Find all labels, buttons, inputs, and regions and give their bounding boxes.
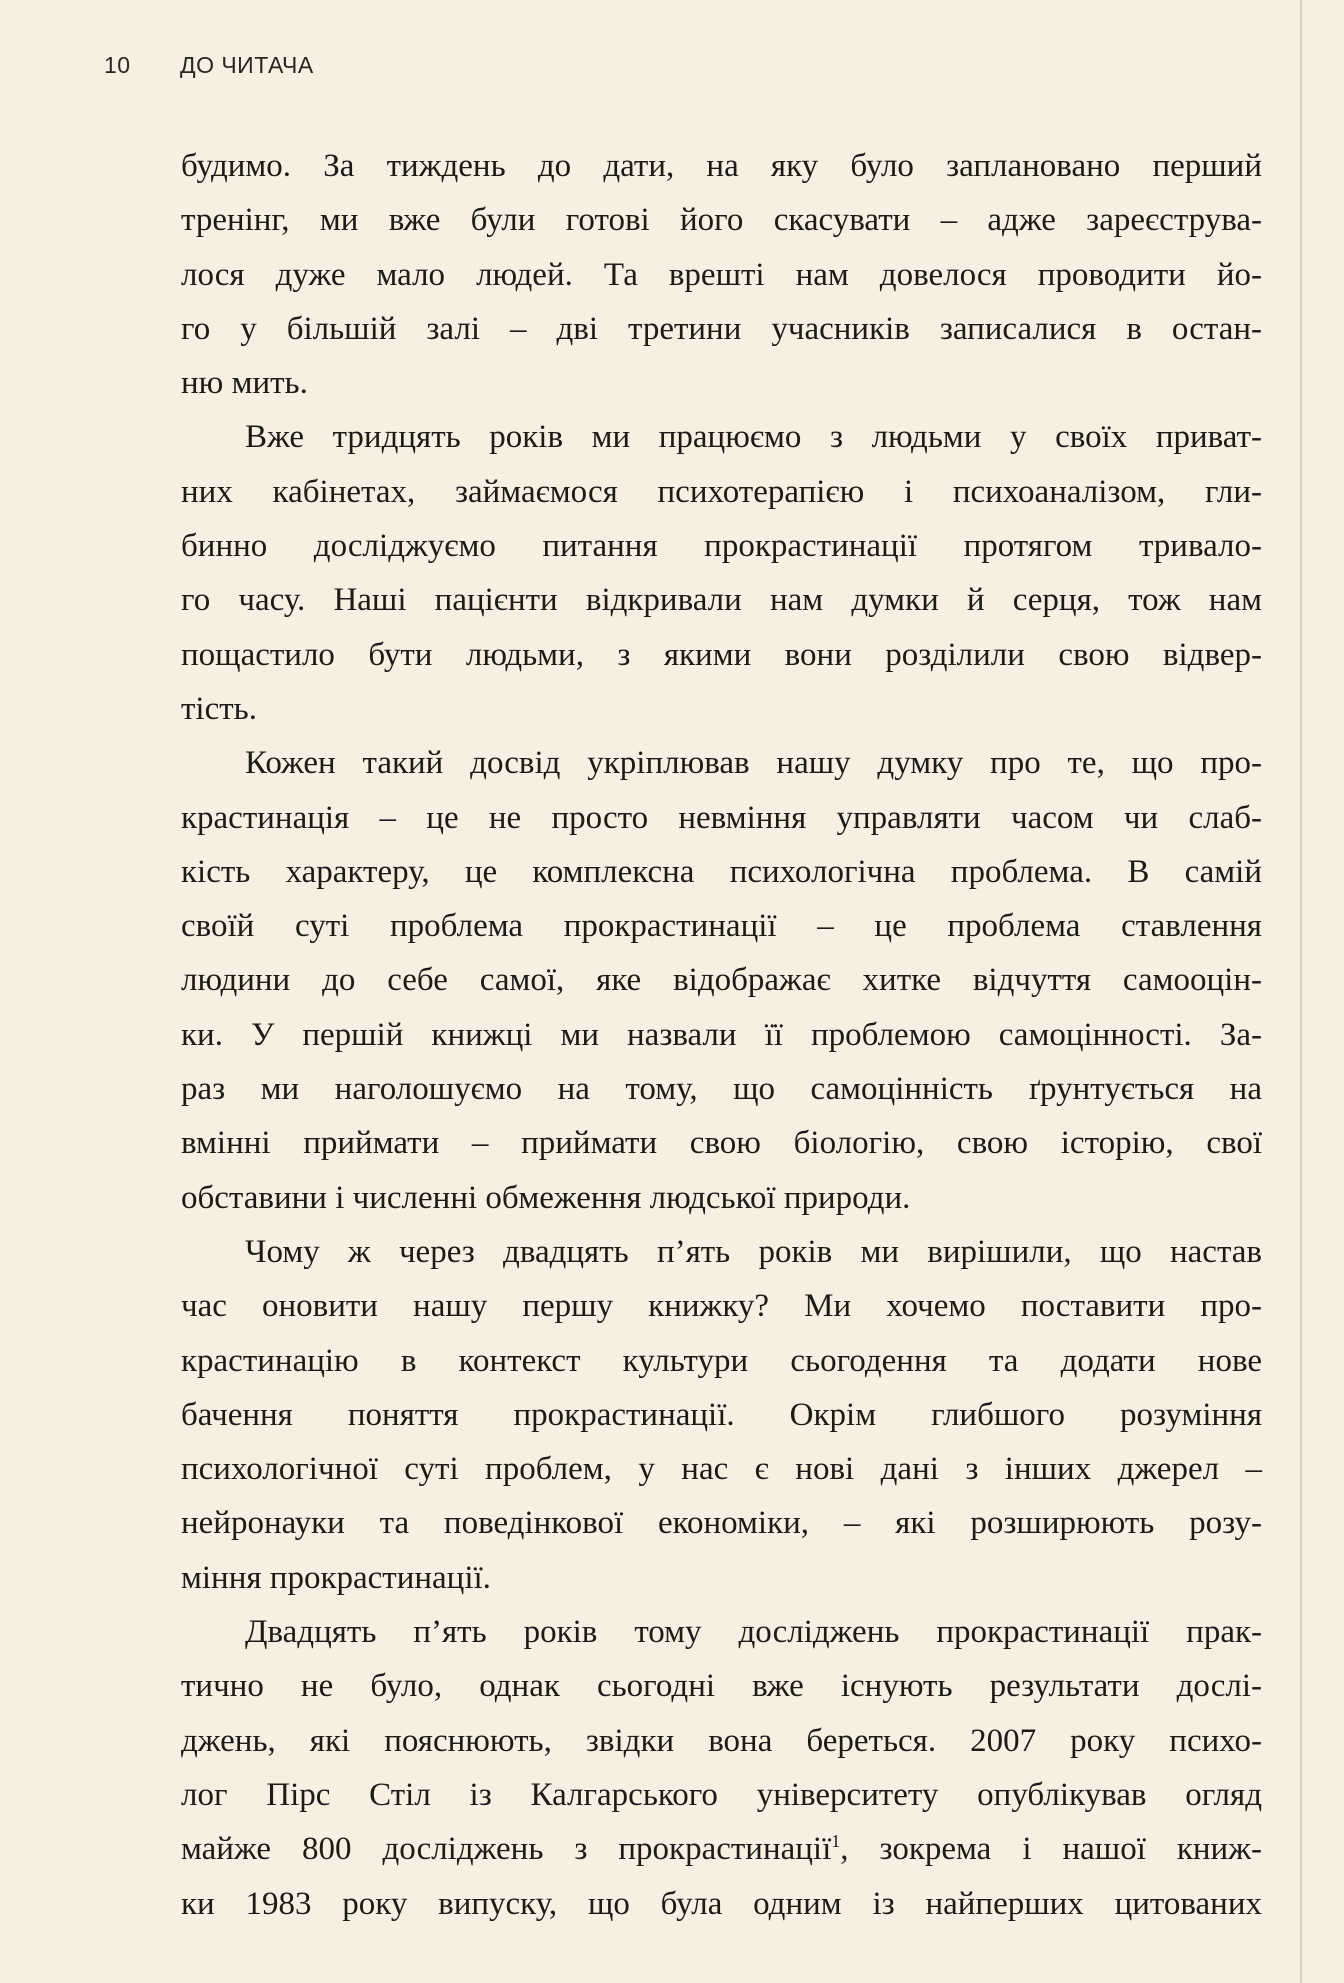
text-line [181, 1551, 1262, 1605]
text-line [181, 410, 1262, 464]
running-title: ДО ЧИТАЧА [180, 52, 314, 78]
page-edge [1300, 0, 1302, 1983]
line-text: бинно досліджуємо питання прокрастинації протягом тривало- [181, 528, 1262, 565]
line-text: лося дуже мало людей. Та врешті нам довелося проводити йо- [181, 256, 1262, 293]
text-line [181, 302, 1262, 356]
line-text: обставини і численні обмеження людської природи. [181, 1179, 911, 1216]
line-text: го часу. Наші пацієнти відкривали нам думки й серця, тож нам [181, 582, 1262, 619]
text-line [181, 1659, 1262, 1713]
line-text: Кожен такий досвід укріплював нашу думку про те, що про- [245, 745, 1262, 782]
line-text: ню мить. [181, 365, 308, 402]
line-text: майже 800 досліджень з прокрастинації [181, 1831, 832, 1868]
line-text: тренінг, ми вже були готові його скасувати – адже зареєструва- [181, 202, 1262, 239]
line-text: психологічної суті проблем, у нас є нові дані з інших джерел – [181, 1451, 1262, 1488]
text-line [181, 1116, 1262, 1170]
text-line [181, 1605, 1262, 1659]
line-text: людини до себе самої, яке відображає хитке відчуття самооцін- [181, 962, 1262, 999]
text-line [181, 1714, 1262, 1768]
text-line [181, 628, 1262, 682]
line-text: тично не було, однак сьогодні вже існують результати дослі- [181, 1668, 1262, 1705]
text-line [181, 356, 1262, 410]
text-line [181, 953, 1262, 1007]
text-line [181, 899, 1262, 953]
line-text: крастинацію в контекст культури сьогодення та додати нове [181, 1342, 1262, 1379]
paragraph [181, 736, 1262, 1225]
text-line [181, 139, 1262, 193]
text-line [181, 1279, 1262, 1333]
text-line [181, 1225, 1262, 1279]
text-line [181, 1008, 1262, 1062]
line-text: раз ми наголошуємо на тому, що самоцінність ґрунтується на [181, 1071, 1262, 1108]
text-line [181, 682, 1262, 736]
text-line [181, 573, 1262, 627]
text-line [181, 1496, 1262, 1550]
line-text: них кабінетах, займаємося психотерапією і психоаналізом, гли- [181, 473, 1262, 510]
line-text: час оновити нашу першу книжку? Ми хочемо поставити про- [181, 1288, 1262, 1325]
line-text: пощастило бути людьми, з якими вони розділили свою відвер- [181, 636, 1262, 673]
line-text: вмінні приймати – приймати свою біологію, свою історію, свої [181, 1125, 1262, 1162]
text-line [181, 1822, 1262, 1876]
paragraph [181, 1605, 1262, 1931]
text-line [181, 248, 1262, 302]
line-text: ки 1983 року випуску, що була одним із найперших цитованих [181, 1885, 1262, 1922]
text-line [181, 1768, 1262, 1822]
line-text: Чому ж через двадцять п’ять років ми вирішили, що настав [245, 1233, 1262, 1270]
line-text: будимо. За тиждень до дати, на яку було заплановано перший [181, 148, 1262, 184]
text-line [181, 1334, 1262, 1388]
text-line [181, 1877, 1262, 1931]
line-text: бачення поняття прокрастинації. Окрім глибшого розуміння [181, 1396, 1262, 1433]
text-line [181, 519, 1262, 573]
line-text: своїй суті проблема прокрастинації – це проблема ставлення [181, 908, 1262, 945]
text-line [181, 1442, 1262, 1496]
text-line [181, 736, 1262, 790]
running-header [104, 52, 314, 79]
text-line [181, 845, 1262, 899]
line-text: кість характеру, це комплексна психологічна проблема. В самій [181, 853, 1262, 890]
body-text [181, 139, 1262, 1931]
paragraph [181, 1225, 1262, 1605]
line-text: джень, які пояснюють, звідки вона береться. 2007 року психо- [181, 1722, 1262, 1759]
line-text: міння прокрастинації. [181, 1559, 491, 1596]
text-line [181, 1388, 1262, 1442]
footnote-marker[interactable]: 1 [831, 1831, 841, 1852]
line-text: нейронауки та поведінкової економіки, – які розширюють розу- [181, 1505, 1262, 1542]
line-text: Вже тридцять років ми працюємо з людьми у своїх приват- [245, 419, 1262, 456]
line-text: го у більшій залі – дві третини учасників записалися в остан- [181, 310, 1262, 347]
line-text: крастинація – це не просто невміння управляти часом чи слаб- [181, 799, 1262, 836]
text-line [181, 1171, 1262, 1225]
line-text: ки. У першій книжці ми назвали її проблемою самоцінності. За- [181, 1016, 1262, 1053]
text-line [181, 193, 1262, 247]
line-text: тість. [181, 690, 257, 727]
line-text: лог Пірс Стіл із Калгарського університету опублікував огляд [181, 1776, 1262, 1813]
paragraph [181, 410, 1262, 736]
paragraph [181, 139, 1262, 410]
text-line [181, 791, 1262, 845]
page-number: 10 [104, 52, 131, 78]
line-text: Двадцять п’ять років тому досліджень прокрастинації прак- [245, 1614, 1262, 1651]
text-line [181, 1062, 1262, 1116]
line-text: , зокрема і нашої книж- [840, 1831, 1262, 1868]
text-line [181, 465, 1262, 519]
